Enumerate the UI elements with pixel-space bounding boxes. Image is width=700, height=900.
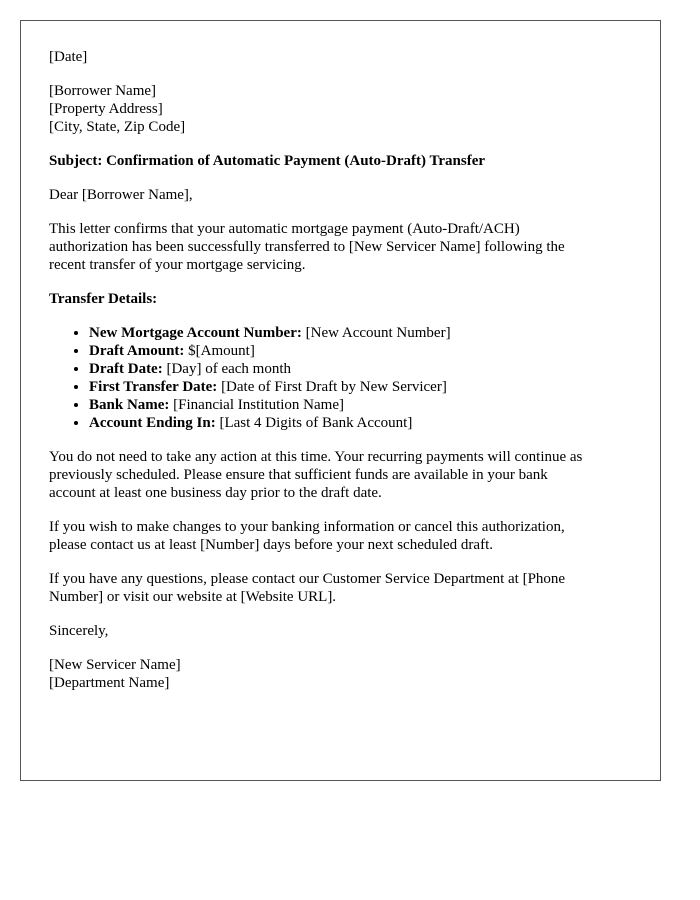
- detail-value: [Day] of each month: [162, 361, 292, 377]
- detail-label: New Mortgage Account Number:: [89, 325, 302, 341]
- detail-value: [Date of First Draft by New Servicer]: [217, 379, 447, 395]
- detail-label: Draft Date:: [89, 361, 163, 377]
- body-line: If you wish to make changes to your banking information or cancel this authorization,: [49, 519, 565, 535]
- closing: Sincerely,: [49, 623, 109, 639]
- intro-line: This letter confirms that your automatic mortgage payment (Auto-Draft/ACH): [49, 221, 520, 237]
- detail-value: [Last 4 Digits of Bank Account]: [215, 415, 413, 431]
- recipient-address: [Property Address]: [49, 101, 163, 117]
- questions-paragraph: [49, 570, 632, 606]
- no-action-paragraph: [49, 448, 632, 502]
- detail-label: First Transfer Date:: [89, 379, 218, 395]
- detail-item: [89, 378, 632, 396]
- recipient-city: [City, State, Zip Code]: [49, 119, 186, 135]
- detail-label: Account Ending In:: [89, 415, 216, 431]
- transfer-details-list: [49, 324, 632, 432]
- salutation: Dear [Borrower Name],: [49, 187, 193, 203]
- details-heading: Transfer Details:: [49, 291, 158, 307]
- signature-servicer: [New Servicer Name]: [49, 657, 181, 673]
- intro-line: authorization has been successfully transferred to [New Servicer Name] following the: [49, 239, 565, 255]
- detail-item: [89, 360, 632, 378]
- body-line: Number] or visit our website at [Website URL].: [49, 589, 337, 605]
- date: [Date]: [49, 49, 88, 65]
- detail-item: [89, 396, 632, 414]
- body-line: account at least one business day prior to the draft date.: [49, 485, 382, 501]
- letter: [20, 20, 661, 781]
- body-line: If you have any questions, please contact our Customer Service Department at [Phone: [49, 571, 566, 587]
- detail-item: [89, 414, 632, 432]
- body-line: previously scheduled. Please ensure that sufficient funds are available in your bank: [49, 467, 548, 483]
- intro-paragraph: [49, 220, 632, 274]
- subject-line: Subject: Confirmation of Automatic Payment (Auto-Draft) Transfer: [49, 153, 486, 169]
- body-line: please contact us at least [Number] days before your next scheduled draft.: [49, 537, 493, 553]
- intro-line: recent transfer of your mortgage servicing.: [49, 257, 306, 273]
- detail-item: [89, 324, 632, 342]
- detail-value: [New Account Number]: [301, 325, 451, 341]
- body-line: You do not need to take any action at this time. Your recurring payments will continue as: [49, 449, 583, 465]
- detail-value: $[Amount]: [184, 343, 255, 359]
- recipient-name: [Borrower Name]: [49, 83, 157, 99]
- detail-value: [Financial Institution Name]: [169, 397, 344, 413]
- recipient-block: [49, 82, 632, 136]
- changes-paragraph: [49, 518, 632, 554]
- detail-label: Bank Name:: [89, 397, 170, 413]
- signature-block: [49, 656, 632, 692]
- signature-department: [Department Name]: [49, 675, 170, 691]
- detail-label: Draft Amount:: [89, 343, 185, 359]
- detail-item: [89, 342, 632, 360]
